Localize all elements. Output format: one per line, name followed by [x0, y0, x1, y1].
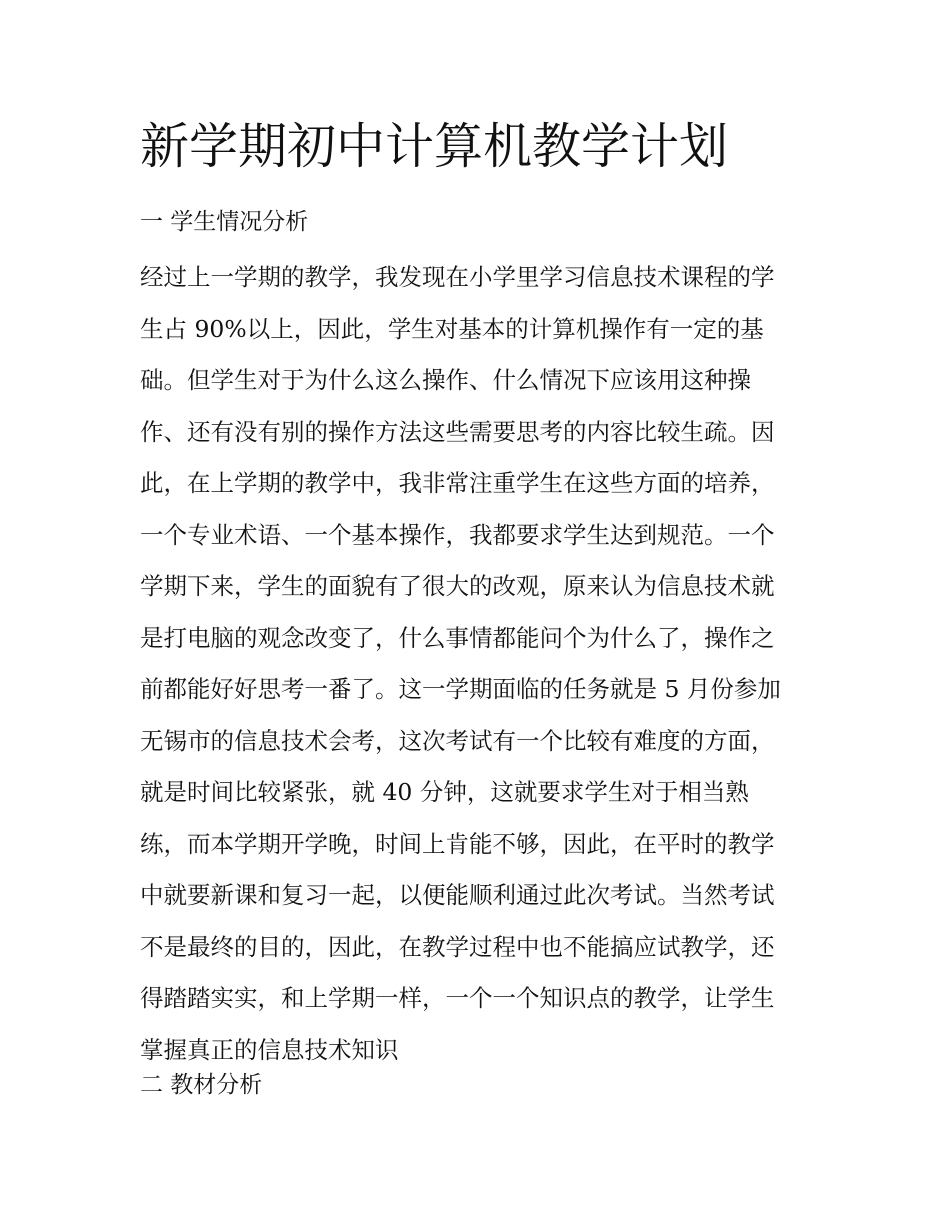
paragraph-line: 一个专业术语、一个基本操作，我都要求学生达到规范。一个	[140, 520, 775, 549]
paragraph-line: 中就要新课和复习一起，以便能顺利通过此次考试。当然考试	[140, 881, 775, 909]
paragraph-line: 作、还有没有别的操作方法这些需要思考的内容比较生疏。因	[140, 417, 775, 446]
paragraph-line: 础。但学生对于为什么这么操作、什么情况下应该用这种操	[140, 366, 751, 394]
paragraph-line: 是打电脑的观念改变了，什么事情都能问个为什么了，操作之	[140, 623, 775, 652]
paragraph-line: 得踏踏实实，和上学期一样，一个一个知识点的教学，让学生	[140, 984, 775, 1012]
paragraph-line: 掌握真正的信息技术知识	[140, 1035, 399, 1064]
paragraph-line: 前都能好好思考一番了。这一学期面临的任务就是 5 月份参加	[140, 675, 781, 703]
section-heading-student-analysis: 一 学生情况分析	[140, 209, 309, 235]
section-heading-textbook-analysis: 二 教材分析	[140, 1072, 263, 1098]
paragraph-line: 生占 90%以上，因此，学生对基本的计算机操作有一定的基	[140, 314, 764, 343]
paragraph-line: 不是最终的目的，因此，在教学过程中也不能搞应试教学，还	[140, 932, 775, 961]
body-paragraph	[140, 252, 820, 1076]
paragraph-line: 学期下来，学生的面貌有了很大的改观，原来认为信息技术就	[140, 572, 775, 600]
paragraph-line: 此，在上学期的教学中，我非常注重学生在这些方面的培养，	[140, 469, 775, 497]
paragraph-line: 练，而本学期开学晚，时间上肯能不够，因此，在平时的教学	[140, 829, 775, 858]
document-title: 新学期初中计算机教学计划	[140, 118, 729, 175]
paragraph-line: 就是时间比较紧张，就 40 分钟，这就要求学生对于相当熟	[140, 778, 749, 806]
paragraph-line: 经过上一学期的教学，我发现在小学里学习信息技术课程的学	[140, 263, 775, 291]
paragraph-line: 无锡市的信息技术会考，这次考试有一个比较有难度的方面，	[140, 726, 775, 755]
